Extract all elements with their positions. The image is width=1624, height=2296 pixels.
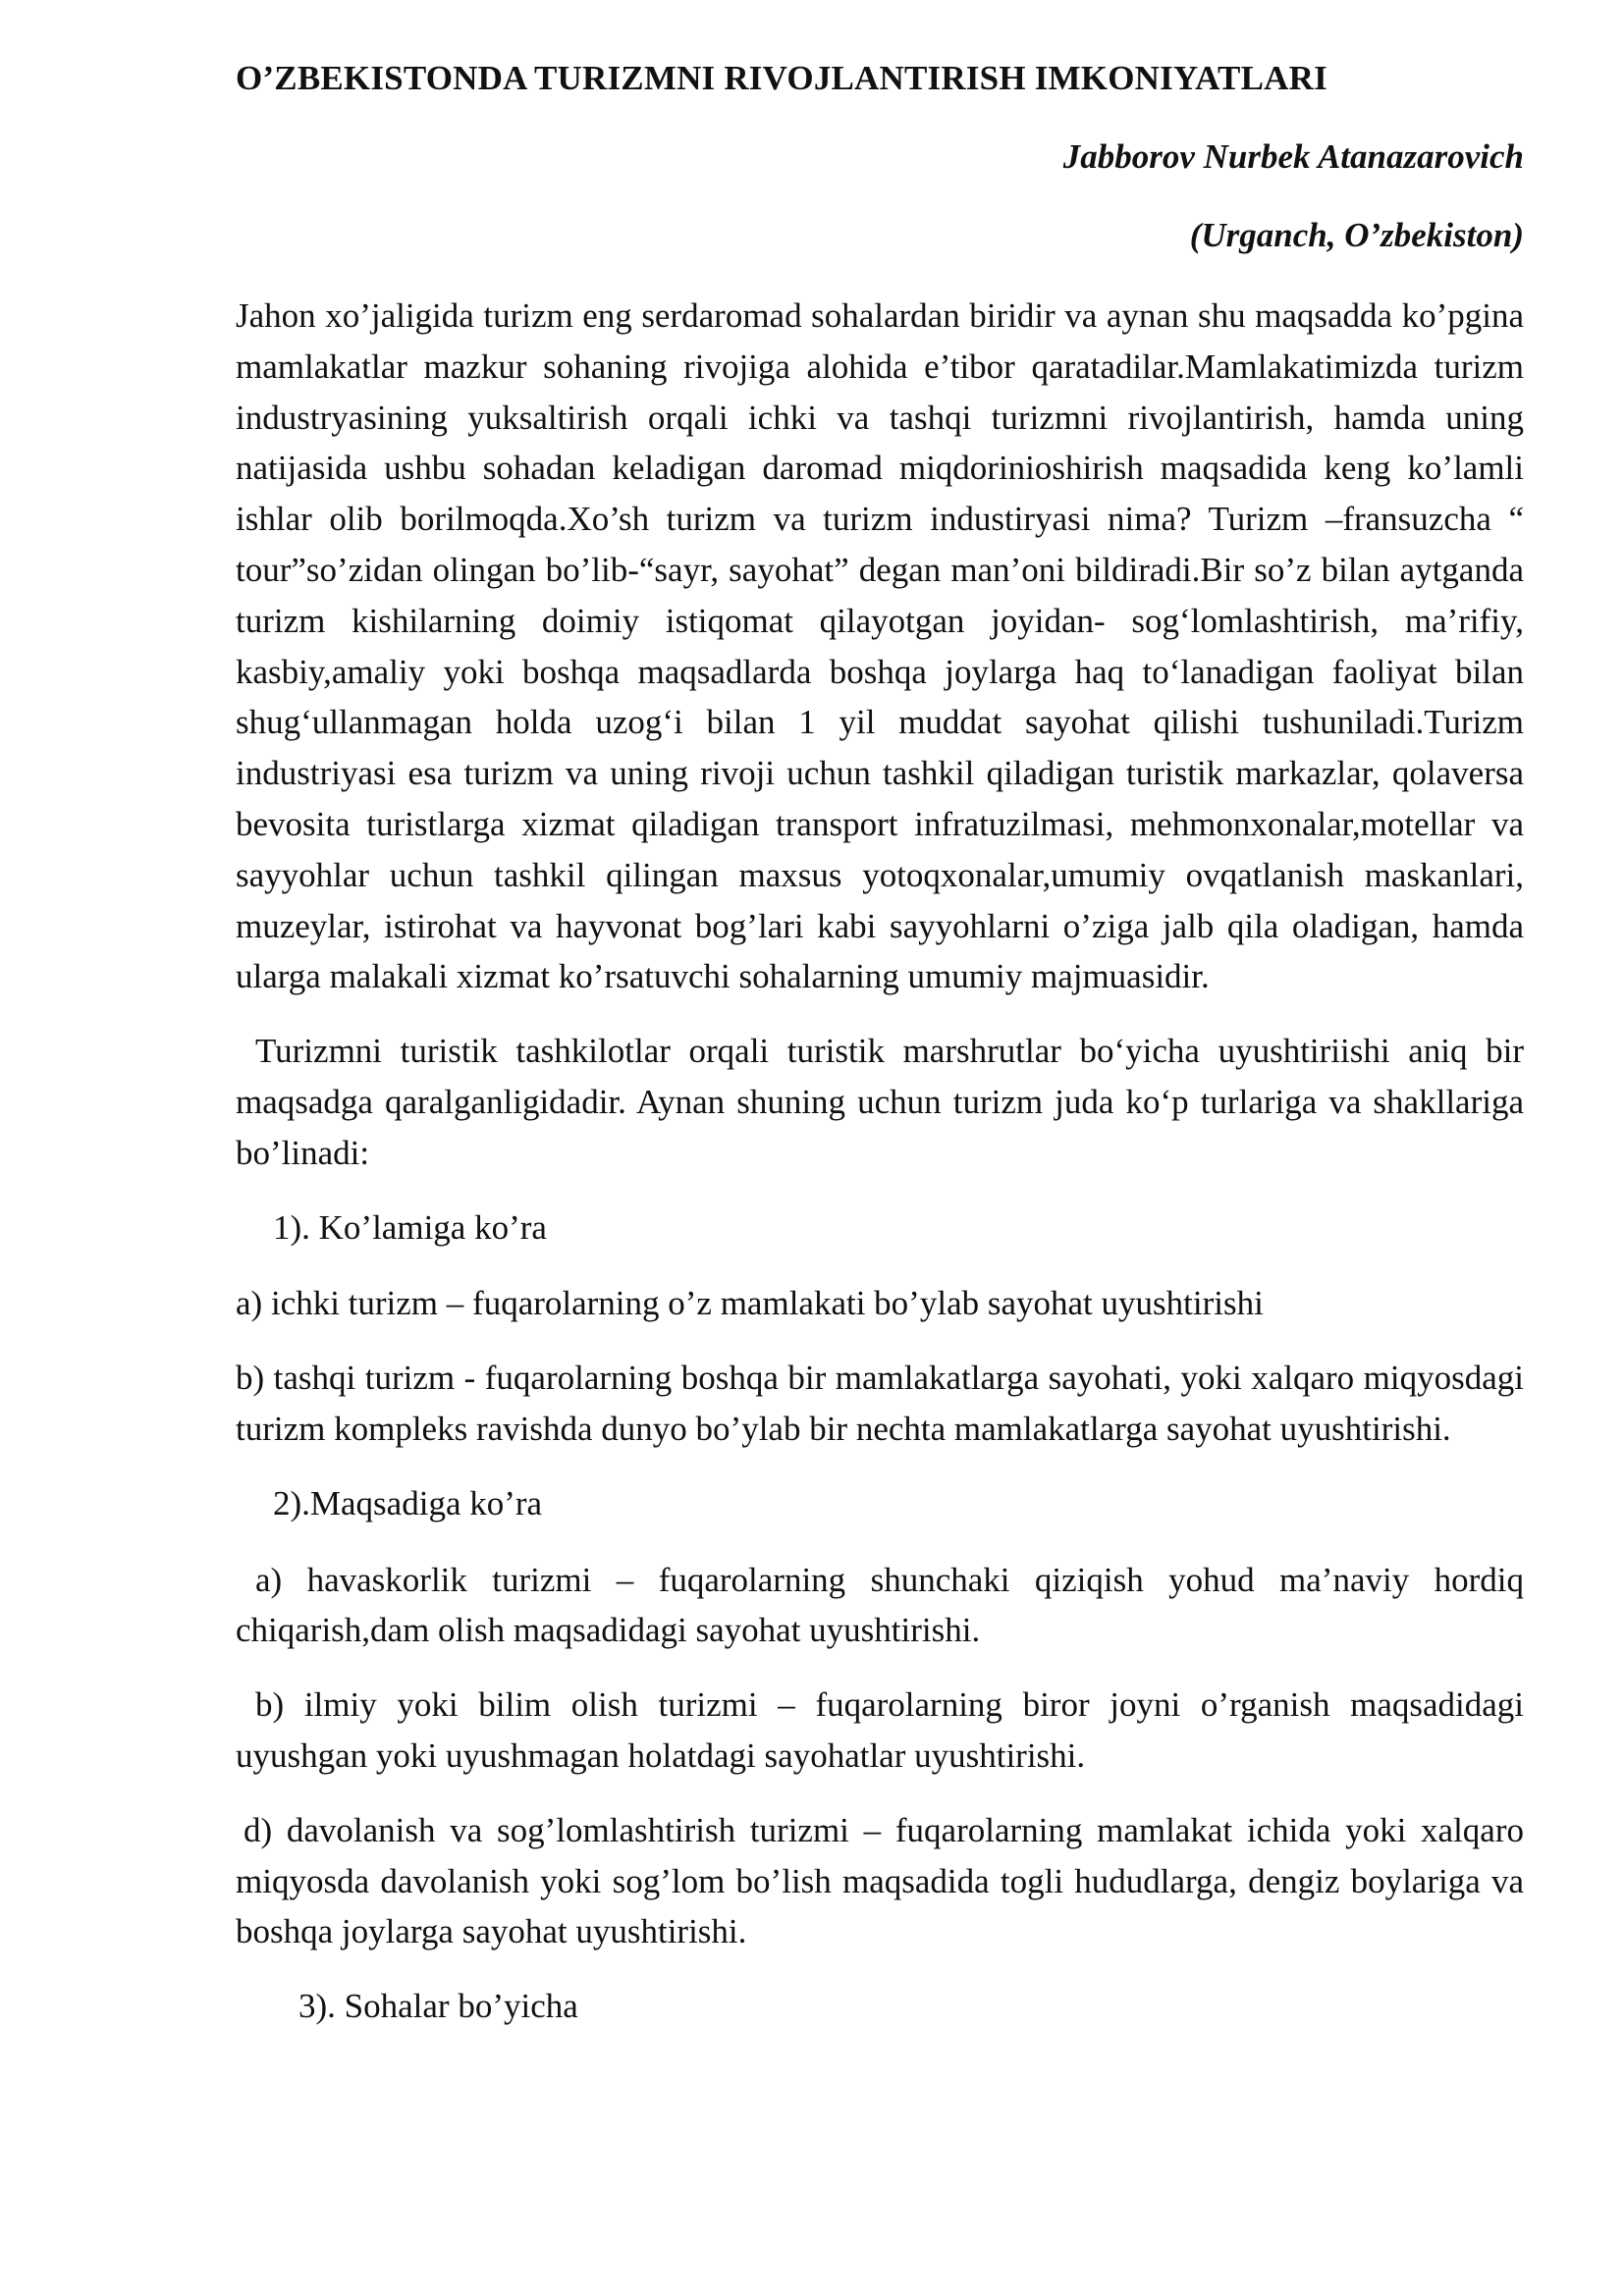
list-heading-scope: 1). Ko’lamiga ko’ra xyxy=(273,1207,547,1247)
document-body xyxy=(236,291,1524,2057)
list-heading-purpose: 2).Maqsadiga ko’ra xyxy=(273,1483,543,1522)
list-item-scientific: b) ilmiy yoki bilim olish turizmi – fuqarolarning biror joyni o’rganish maqsadidagi uyushgan yoki uyushmagan holatdagi sayohatlar uyushtirishi. xyxy=(236,1685,1524,1775)
list-item-domestic: a) ichki turizm – fuqarolarning o’z mamlakati bo’ylab sayohat uyushtirishi xyxy=(236,1284,1264,1323)
author-affiliation: (Urganch, O’zbekiston) xyxy=(1189,216,1524,254)
author-name: Jabborov Nurbek Atanazarovich xyxy=(1062,137,1524,176)
list-item-foreign: b) tashqi turizm - fuqarolarning boshqa bir mamlakatlarga sayohati, yoki xalqaro miqyosdagi turizm kompleks ravishda dunyo bo’ylab bir nechta mamlakatlarga sayohat uyushtirishi. xyxy=(236,1359,1524,1448)
types-paragraph: Turizmni turistik tashkilotlar orqali turistik marshrutlar bo‘yicha uyushtiriishi aniq bir maqsadga qaralganligidadir. Aynan shuning uchun turizm juda ko‘p turlariga va shakllariga bo’linadi: xyxy=(236,1032,1524,1172)
list-item-health: d) davolanish va sog’lomlashtirish turizmi – fuqarolarning mamlakat ichida yoki xalqaro miqyosda davolanish yoki sog’lom bo’lish maqsadida togli hududlarga, dengiz boylariga va boshqa joylarga sayohat uyushtirishi. xyxy=(236,1810,1524,1951)
document-title: O’ZBEKISTONDA TURIZMNI RIVOJLANTIRISH IMKONIYATLARI xyxy=(236,59,1327,97)
list-heading-sectors: 3). Sohalar bo’yicha xyxy=(298,1987,578,2026)
list-item-amateur: a) havaskorlik turizmi – fuqarolarning shunchaki qiziqish yohud ma’naviy hordiq chiqarish,dam olish maqsadidagi sayohat uyushtirishi. xyxy=(236,1560,1524,1650)
intro-paragraph: Jahon xo’jaligida turizm eng serdaromad sohalardan biridir va aynan shu maqsadda ko’pgina mamlakatlar mazkur sohaning rivojiga alohida e’tibor qaratadilar.Mamlakatimizda turizm industryasining yuksaltirish orqali ichki va tashqi turizmni rivojlantirish, hamda uning natijasida ushbu sohadan keladigan daromad miqdorinioshirish maqsadida keng ko’lamli ishlar olib borilmoqda.Xo’sh turizm va turizm industiryasi nima? Turizm –fransuzcha “ tour”so’zidan olingan bo’lib-“sayr, sayohat” degan man’oni bildiradi.Bir so’z bilan aytganda turizm kishilarning doimiy istiqomat qilayotgan joyidan- sog‘lomlashtirish, ma’rifiy, kasbiy,amaliy yoki boshqa maqsadlarda boshqa joylarga haq to‘lanadigan faoliyat bilan shug‘ullanmagan holda uzog‘i bilan 1 yil muddat sayohat qilishi tushuniladi.Turizm industriyasi esa turizm va uning rivoji uchun tashkil qiladigan turistik markazlar, qolaversa bevosita turistlarga xizmat qiladigan transport infratuzilmasi, mehmonxonalar,motellar va sayyohlar uchun tashkil qilingan maxsus yotoqxonalar,umumiy ovqatlanish maskanlari, muzeylar, istirohat va hayvonat bog’lari kabi sayyohlarni o’ziga jalb qila oladigan, hamda ularga malakali xizmat ko’rsatuvchi sohalarning umumiy majmuasidir. xyxy=(236,296,1524,996)
